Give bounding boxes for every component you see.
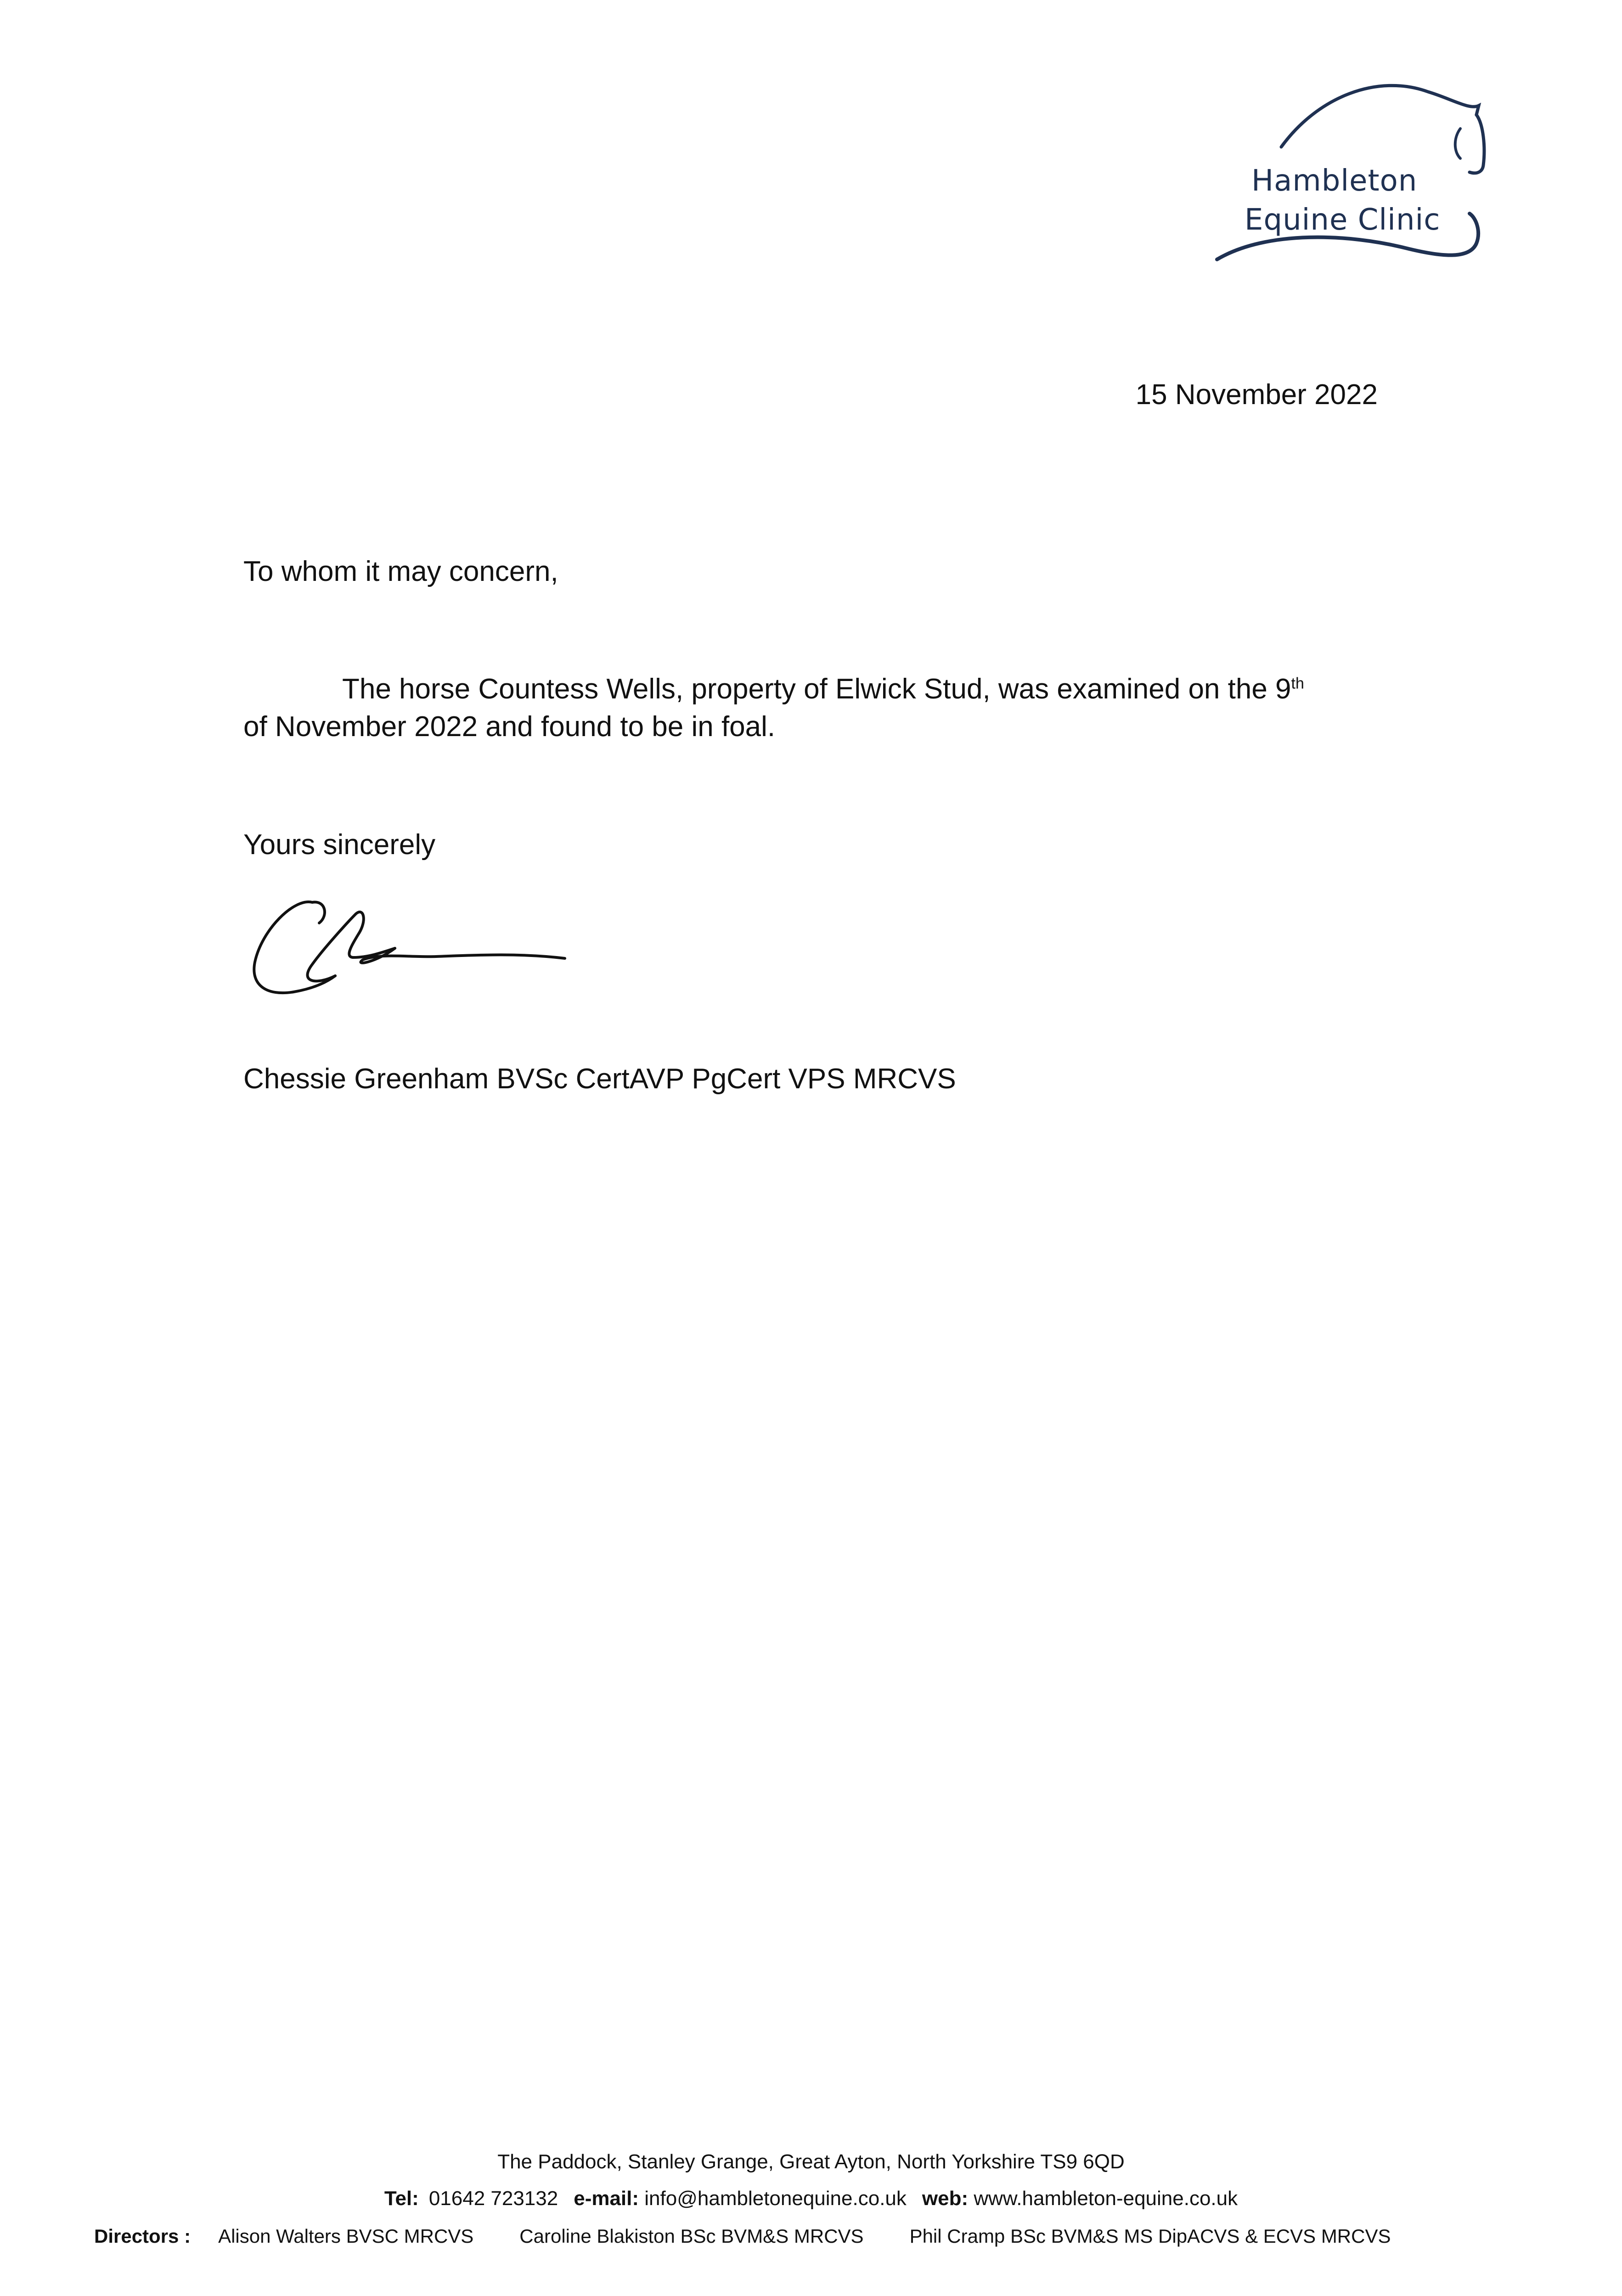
handwritten-signature [243, 889, 574, 1008]
horse-head-icon [1281, 85, 1484, 173]
salutation: To whom it may concern, [243, 556, 558, 587]
directors-label: Directors : [94, 2225, 191, 2247]
letter-body [243, 670, 1382, 746]
body-text-2: of November 2022 and found to be in foal. [243, 711, 776, 743]
web-value: www.hambleton-equine.co.uk [974, 2187, 1238, 2210]
director-name: Phil Cramp BSc BVM&S MS DipACVS & ECVS MRCVS [909, 2225, 1391, 2247]
web-label: web: [922, 2187, 969, 2210]
director-name: Alison Walters BVSC MRCVS [218, 2225, 474, 2247]
email-value: info@hambletonequine.co.uk [644, 2187, 907, 2210]
letter-date: 15 November 2022 [1135, 379, 1378, 411]
director-name: Caroline Blakiston BSc BVM&S MRCVS [519, 2225, 864, 2247]
directors-line [94, 2223, 1391, 2250]
ordinal-suffix: th [1291, 675, 1304, 692]
signatory-name: Chessie Greenham BVSc CertAVP PgCert VPS MRCVS [243, 1063, 956, 1095]
footer-contact [0, 2185, 1622, 2212]
clinic-logo [1212, 78, 1497, 276]
body-text-1: The horse Countess Wells, property of Elwick Stud, was examined on the 9 [342, 673, 1291, 705]
closing: Yours sincerely [243, 829, 436, 861]
tel-label: Tel: [384, 2187, 419, 2210]
footer-address: The Paddock, Stanley Grange, Great Ayton, North Yorkshire TS9 6QD [497, 2150, 1125, 2173]
tel-value: 01642 723132 [428, 2187, 558, 2210]
email-label: e-mail: [574, 2187, 639, 2210]
logo-name-line1: Hambleton [1251, 164, 1418, 198]
logo-name-line2: Equine Clinic [1245, 203, 1441, 237]
